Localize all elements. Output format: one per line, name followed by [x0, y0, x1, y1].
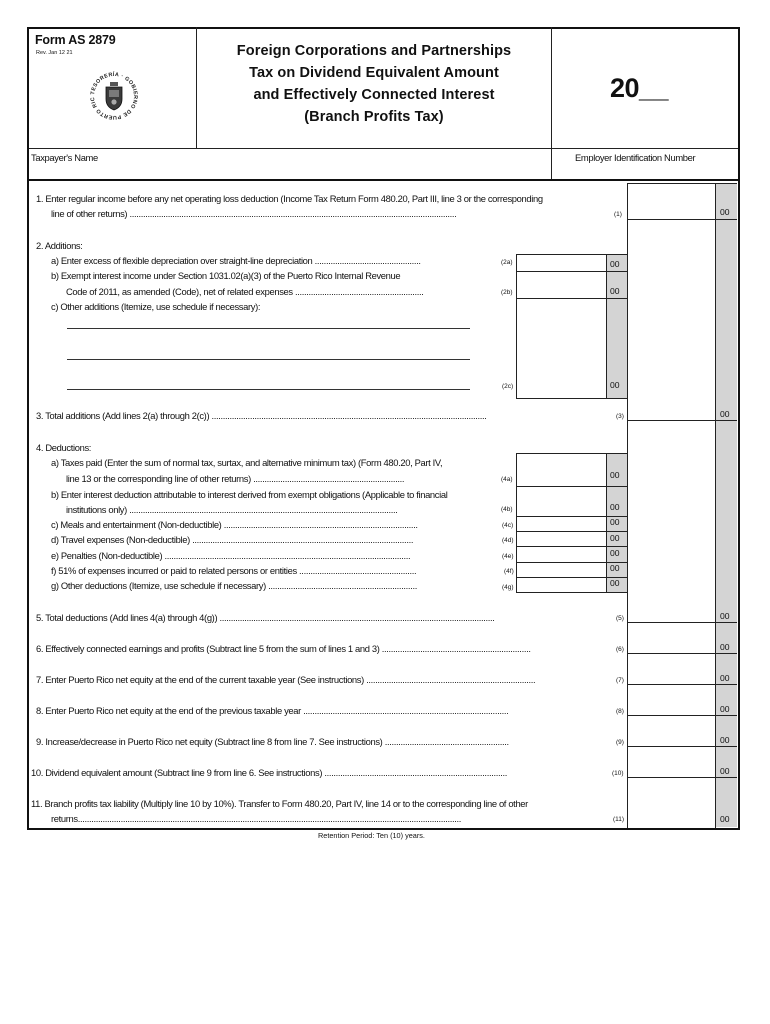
line-10-cents[interactable]: 00 — [720, 766, 730, 776]
line-4g-amount[interactable] — [517, 578, 606, 592]
line-6-cents[interactable]: 00 — [720, 642, 730, 652]
line-2a-amount[interactable] — [517, 255, 606, 271]
line-2b-cents[interactable]: 00 — [610, 286, 620, 296]
line-7-amount[interactable] — [628, 654, 714, 684]
ein-label: Employer Identification Number — [575, 152, 696, 163]
line-4f-cents[interactable]: 00 — [610, 563, 620, 573]
line-1-cents[interactable]: 00 — [720, 207, 730, 217]
line-4c-cents[interactable]: 00 — [610, 517, 620, 527]
svg-text:TESORERÍA · GOBIERNO DE PUERTO: TESORERÍA · GOBIERNO DE PUERTO RIC — [89, 71, 139, 121]
line-1-amount[interactable] — [628, 184, 714, 219]
line-2c-cents[interactable]: 00 — [610, 380, 620, 390]
line-3-cents[interactable]: 00 — [720, 409, 730, 419]
line-10-amount[interactable] — [628, 747, 714, 777]
line-4b-amount[interactable] — [517, 487, 606, 516]
line-5-cents[interactable]: 00 — [720, 611, 730, 621]
line-11-cents[interactable]: 00 — [720, 814, 730, 824]
tax-year: 20__ — [610, 73, 669, 103]
line-4f-amount[interactable] — [517, 563, 606, 577]
line-4e-amount[interactable] — [517, 547, 606, 562]
line-4b-cents[interactable]: 00 — [610, 502, 620, 512]
line-8-amount[interactable] — [628, 685, 714, 715]
line-4d-amount[interactable] — [517, 532, 606, 546]
line-4d-cents[interactable]: 00 — [610, 533, 620, 543]
retention-period: Retention Period: Ten (10) years. — [318, 831, 425, 840]
taxpayer-name-label: Taxpayer's Name — [31, 152, 98, 163]
line-11-amount[interactable] — [628, 778, 714, 827]
line-5-amount[interactable] — [628, 421, 714, 622]
line-3-amount[interactable] — [628, 220, 714, 420]
line-8-cents[interactable]: 00 — [720, 704, 730, 714]
line-7-cents[interactable]: 00 — [720, 673, 730, 683]
line-9-cents[interactable]: 00 — [720, 735, 730, 745]
line-4c-amount[interactable] — [517, 517, 606, 531]
government-seal-icon — [84, 66, 144, 126]
line-2a-cents[interactable]: 00 — [610, 259, 620, 269]
form-title: Foreign Corporations and Partnerships Tax on Dividend Equivalent Amount and Effectively Connected Interest (Branch Profits Tax) — [236, 43, 512, 125]
line-4g-cents[interactable]: 00 — [610, 578, 620, 588]
ein-field[interactable] — [553, 149, 738, 179]
taxpayer-name-field[interactable] — [29, 149, 550, 179]
line-4a-cents[interactable]: 00 — [610, 470, 620, 480]
line-2c-amount[interactable] — [517, 299, 606, 398]
form-number: Form AS 2879 — [35, 33, 116, 47]
line-2c-item-2[interactable] — [67, 359, 470, 360]
line-6-amount[interactable] — [628, 623, 714, 653]
line-2b-amount[interactable] — [517, 272, 606, 298]
line-9-amount[interactable] — [628, 716, 714, 746]
line-4a-amount[interactable] — [517, 454, 606, 486]
line-4e-cents[interactable]: 00 — [610, 548, 620, 558]
form-revision: Rev. Jan 12 21 — [36, 50, 73, 56]
line-2c-item-1[interactable] — [67, 328, 470, 329]
line-2c-item-3[interactable] — [67, 389, 470, 390]
